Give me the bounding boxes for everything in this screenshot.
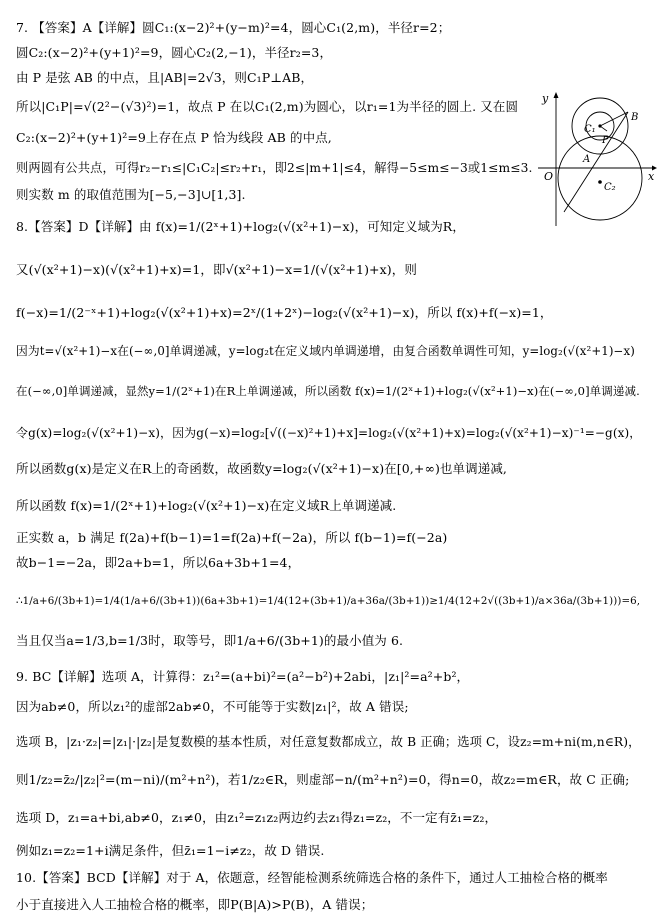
q7-line-6: 则两圆有公共点，可得r₂−r₁≤|C₁C₂|≤r₂+r₁，即2≤|m+1|≤4，解得−5≤m≤−3或1≤m≤3. — [16, 161, 533, 175]
x-axis-label: x — [648, 170, 655, 183]
q9-line-2: 因为ab≠0，所以z₁²的虚部2ab≠0，不可能等于实数|z₁|²，故 A 错误; — [16, 699, 409, 714]
q9-line-4: 则1/z₂=z̄₂/|z₂|²=(m−ni)/(m²+n²)，若1/z₂∈R，则虚部−n/(m²+n²)=0，得n=0，故z₂=m∈R，故 C 正确; — [16, 772, 630, 787]
point-c2 — [598, 180, 602, 184]
q9-line-3: 选项 B，|z₁·z₂|=|z₁|·|z₂|是复数模的基本性质，对任意复数都成立，故 B 正确；选项 C，设z₂=m+ni(m,n∈R)， — [16, 735, 641, 749]
circle-c2 — [558, 136, 642, 220]
q7-line-4: 所以|C₁P|=√(2²−(√3)²)=1，故点 P 在以C₁(2,m)为圆心，以r₁=1为半径的圆上. 又在圆 — [16, 99, 519, 114]
q7-line-2: 圆C₂:(x−2)²+(y+1)²=9，圆心C₂(2,−1)，半径r₂=3， — [16, 45, 333, 60]
q8-line-5: 在(−∞,0]单调递减，显然y=1/(2ˣ+1)在R上单调递减，所以函数 f(x)=1/(2ˣ+1)+log₂(√(x²+1)−x)在(−∞,0]单调递减. — [16, 384, 640, 398]
q10-line-1: 10.【答案】BCD【详解】对于 A，依题意，经智能检测系统筛选合格的条件下，通过人工抽检合格的概率 — [16, 870, 608, 885]
y-axis-label: y — [542, 92, 549, 105]
q8-line-4: 因为t=√(x²+1)−x在(−∞,0]单调递减，y=log₂t在定义域内单调递增，由复合函数单调性可知，y=log₂(√(x²+1)−x) — [16, 344, 635, 358]
q8-line-8: 所以函数 f(x)=1/(2ˣ+1)+log₂(√(x²+1)−x)在定义域R上单调递减. — [16, 498, 397, 513]
point-a-label: A — [583, 154, 591, 165]
point-c1 — [598, 124, 601, 127]
q8-line-9: 正实数 a，b 满足 f(2a)+f(b−1)=1=f(2a)+f(−2a)，所以 f(b−1)=f(−2a) — [16, 530, 448, 545]
y-axis-arrow-icon — [554, 92, 559, 98]
point-b-label: B — [631, 112, 639, 123]
q7-line-7: 则实数 m 的取值范围为[−5,−3]∪[1,3]. — [16, 187, 246, 202]
q8-line-10: 故b−1=−2a，即2a+b=1，所以6a+3b+1=4， — [16, 555, 301, 570]
q8-line-12: 当且仅当a=1/3,b=1/3时，取等号，即1/a+6/(3b+1)的最小值为 6. — [16, 633, 404, 648]
c2-label: C₂ — [604, 182, 616, 193]
q7-line-5: C₂:(x−2)²+(y+1)²=9上存在点 P 恰为线段 AB 的中点, — [16, 130, 332, 145]
chord-ab — [564, 112, 628, 212]
q8-line-11: ∴1/a+6/(3b+1)=1/4(1/a+6/(3b+1))(6a+3b+1)=1/4(12+(3b+1)/a+36a/(3b+1))≥1/4(12+2√((3b+1)/a×36a/(3b+1)))=6, — [16, 595, 641, 607]
q8-line-1: 8.【答案】D【详解】由 f(x)=1/(2ˣ+1)+log₂(√(x²+1)−x)，可知定义域为R， — [16, 219, 465, 234]
origin-label: O — [544, 170, 554, 183]
q8-line-3: f(−x)=1/(2⁻ˣ+1)+log₂(√(x²+1)+x)=2ˣ/(1+2ˣ)−log₂(√(x²+1)−x)，所以 f(x)+f(−x)=1， — [16, 305, 553, 320]
q9-line-1: 9. BC【详解】选项 A，计算得：z₁²=(a+bi)²=(a²−b²)+2abi，|z₁|²=a²+b²， — [16, 669, 470, 684]
circles-figure — [536, 90, 658, 228]
q10-line-2: 小于直接进入人工抽检合格的概率，即P(B|A)>P(B)，A 错误； — [16, 897, 374, 912]
q8-line-2: 又(√(x²+1)−x)(√(x²+1)+x)=1，即√(x²+1)−x=1/(√(x²+1)+x)，则 — [16, 262, 417, 277]
q8-line-6: 令g(x)=log₂(√(x²+1)−x)，因为g(−x)=log₂[√((−x)²+1)+x]=log₂(√(x²+1)+x)=log₂(√(x²+1)−x)⁻¹=−g(x)， — [16, 426, 642, 440]
q9-line-6: 例如z₁=z₂=1+i满足条件，但z̄₁=1−i≠z₂，故 D 错误. — [16, 843, 325, 858]
c1-label: C₁ — [584, 124, 596, 135]
point-p-label: P — [602, 135, 609, 146]
q9-line-5: 选项 D，z₁=a+bi,ab≠0，z₁≠0，由z₁²=z₁z₂两边约去z₁得z₁=z₂，不一定有z̄₁=z₂， — [16, 810, 498, 825]
q8-line-7: 所以函数g(x)是定义在R上的奇函数，故函数y=log₂(√(x²+1)−x)在[0,+∞)也单调递减, — [16, 461, 508, 476]
q7-line-1: 7. 【答案】A【详解】圆C₁:(x−2)²+(y−m)²=4，圆心C₁(2,m)，半径r=2； — [16, 20, 451, 35]
q7-line-3: 由 P 是弦 AB 的中点，且|AB|=2√3，则C₁P⊥AB， — [16, 70, 314, 85]
